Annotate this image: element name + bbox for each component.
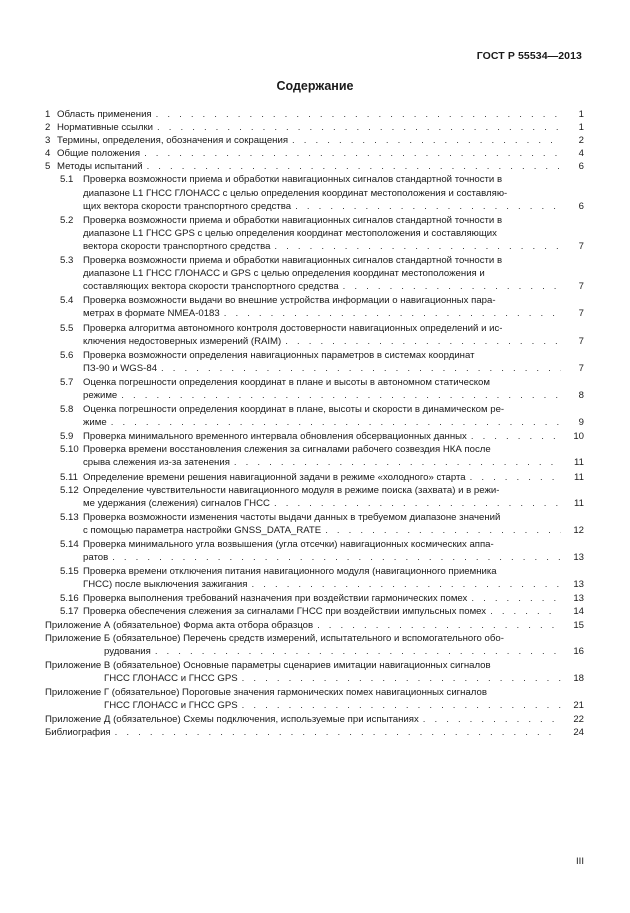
toc-entry-page: 7 [578, 362, 584, 374]
toc-entry[interactable] [45, 403, 584, 429]
toc-entry-page: 13 [573, 593, 584, 605]
toc-entry-page: 7 [578, 335, 584, 347]
dot-leader [121, 389, 561, 402]
toc-entry-text: диапазоне L1 ГНСС GPS с целью определения координат местоположения и составляющих [83, 227, 497, 239]
toc-entry-text: Проверка выполнения требований назначения при воздействии гармонических помех [83, 593, 468, 605]
toc-entry[interactable] [45, 214, 584, 253]
toc-entry[interactable] [45, 294, 584, 320]
dot-leader [224, 307, 561, 320]
toc-entry-page: 18 [573, 672, 584, 684]
dot-leader [144, 147, 561, 160]
toc-entry-number: 5.7 [60, 376, 74, 388]
toc-entry-number: 5 [45, 161, 51, 173]
toc-entry-number: 5.4 [60, 295, 74, 307]
toc-entry-number: 1 [45, 109, 51, 120]
toc-entry-text: Нормативные ссылки [57, 122, 154, 134]
toc-entry-number: 5.15 [60, 566, 79, 578]
toc-entry-number: 5.9 [60, 431, 74, 443]
toc-entry-page: 13 [573, 579, 584, 591]
toc-entry-text: Термины, определения, обозначения и сокращения [57, 135, 289, 147]
toc-entry-text: Методы испытаний [57, 161, 143, 173]
toc-entry-number: 5.16 [60, 593, 79, 605]
toc-entry[interactable] [45, 713, 584, 726]
toc-entry-text: Приложение Б (обязательное) Перечень средств измерений, испытательного и вспомогательного обо- [45, 632, 504, 644]
dot-leader [156, 108, 561, 121]
toc-entry-text: метрах в формате NMEA-0183 [83, 308, 220, 320]
standard-number: ГОСТ Р 55534—2013 [476, 50, 582, 62]
toc-entry[interactable] [45, 659, 584, 685]
toc-entry-page: 7 [578, 240, 584, 252]
dot-leader [470, 471, 561, 484]
toc-entry-text: Определение времени решения навигационной задачи в режиме «холодного» старта [83, 471, 466, 483]
toc-entry-page: 8 [578, 389, 584, 401]
toc-entry-number: 5.10 [60, 444, 79, 456]
dot-leader [242, 699, 561, 712]
toc-entry[interactable] [45, 134, 584, 147]
toc-entry-page: 16 [573, 645, 584, 657]
toc-entry-page: 14 [573, 606, 584, 618]
toc-entry-text: ПЗ-90 и WGS-84 [83, 362, 158, 374]
toc-entry[interactable] [45, 147, 584, 160]
toc-entry-text: режиме [83, 389, 118, 401]
toc-entry-page: 22 [573, 714, 584, 726]
toc-entry-number: 5.11 [60, 471, 78, 483]
toc-entry[interactable] [45, 484, 584, 510]
toc-entry-text: Приложение А (обязательное) Форма акта отбора образцов [45, 619, 314, 631]
toc-entry[interactable] [45, 121, 584, 134]
dot-leader [234, 456, 561, 469]
toc-entry[interactable] [45, 160, 584, 173]
toc-entry[interactable] [45, 619, 584, 632]
toc-entry-page: 12 [573, 524, 584, 536]
dot-leader [343, 280, 561, 293]
toc-entry-page: 11 [574, 497, 584, 509]
dot-leader [155, 645, 561, 658]
dot-leader [471, 592, 561, 605]
toc-entry-text: Библиография [45, 727, 111, 739]
toc-entry-text: ГНСС ГЛОНАСС и ГНСС GPS [104, 700, 238, 712]
toc-entry-number: 5.6 [60, 349, 74, 361]
toc-entry-text: диапазоне L1 ГНСС ГЛОНАСС с целью определения координат местоположения и составляю- [83, 187, 508, 199]
dot-leader [147, 160, 561, 173]
toc-entry[interactable] [45, 605, 584, 618]
toc-entry-text: Проверка времени восстановления слежения за сигналами рабочего созвездия НКА после [83, 444, 491, 456]
toc-entry-text: Общие положения [57, 148, 141, 160]
dot-leader [115, 726, 561, 739]
toc-entry-text: Проверка минимального временного интервала обновления обсервационных данных [83, 431, 467, 443]
toc-entry[interactable] [45, 173, 584, 212]
toc-entry-page: 7 [578, 308, 584, 320]
toc-entry-page: 1 [578, 109, 584, 120]
toc-entry-page: 15 [573, 619, 584, 631]
toc-entry-number: 5.17 [60, 606, 79, 618]
toc-entry-text: Область применения [57, 109, 152, 120]
toc-entry-text: ратов [83, 552, 109, 564]
toc-entry-text: Проверка возможности определения навигационных параметров в системах координат [83, 349, 475, 361]
toc-entry[interactable] [45, 565, 584, 591]
toc-entry-text: жиме [83, 417, 107, 429]
toc-entry-number: 2 [45, 122, 51, 134]
dot-leader [111, 416, 561, 429]
toc-entry-page: 1 [578, 122, 584, 134]
toc-entry-text: диапазоне L1 ГНСС ГЛОНАСС и GPS с целью определения координат местоположения и [83, 268, 485, 280]
toc-entry-page: 6 [578, 200, 584, 212]
dot-leader [161, 362, 561, 375]
dot-leader [423, 713, 561, 726]
toc-entry-number: 5.8 [60, 404, 74, 416]
toc-entry-text: с помощью параметра настройки GNSS_DATA_RATE [83, 524, 322, 536]
toc-entry-text: Приложение Д (обязательное) Схемы подключения, используемые при испытаниях [45, 714, 419, 726]
toc-entry[interactable] [45, 632, 584, 658]
toc-entry[interactable] [45, 726, 584, 739]
toc-entry-text: срыва слежения из-за затенения [83, 457, 230, 469]
toc-entry-text: Проверка возможности приема и обработки навигационных сигналов стандартной точности в [83, 214, 503, 226]
toc-entry-page: 6 [578, 161, 584, 173]
toc-entry[interactable] [45, 592, 584, 605]
dot-leader [292, 134, 561, 147]
toc-entry-text: Проверка алгоритма автономного контроля достоверности навигационных определений и ис- [83, 322, 503, 334]
toc-entry-page: 21 [573, 700, 584, 712]
toc-entry-text: ме удержания (слежения) сигналов ГНСС [83, 497, 270, 509]
dot-leader [252, 578, 562, 591]
toc-entry[interactable] [45, 430, 584, 443]
dot-leader [490, 605, 561, 618]
toc-entry[interactable] [45, 108, 584, 121]
dot-leader [295, 200, 561, 213]
toc-entry-text: рудования [104, 645, 151, 657]
page-number-roman: III [576, 856, 584, 867]
toc-entry-number: 5.2 [60, 214, 74, 226]
toc-entry-number: 5.1 [60, 174, 74, 186]
toc-entry-number: 5.3 [60, 255, 74, 267]
toc-entry-text: щих вектора скорости транспортного средства [83, 200, 292, 212]
dot-leader [317, 619, 561, 632]
toc-entry-text: составляющих вектора скорости транспортного средства [83, 281, 339, 293]
dot-leader [242, 672, 561, 685]
toc-entry-text: Проверка обеспечения слежения за сигналами ГНСС при воздействии импульсных помех [83, 606, 487, 618]
toc-entry[interactable] [45, 322, 584, 348]
toc-entry-page: 10 [573, 431, 584, 443]
toc-entry-page: 24 [573, 727, 584, 739]
toc-entry[interactable] [45, 443, 584, 469]
toc-entry-text: Оценка погрешности определения координат в плане и высоты в автономном статическом [83, 376, 490, 388]
dot-leader [157, 121, 561, 134]
toc-entry-page: 4 [578, 148, 584, 160]
toc-title: Содержание [276, 79, 354, 93]
toc-entry-page: 7 [578, 281, 584, 293]
toc-entry-text: ГНСС) после выключения зажигания [83, 579, 248, 591]
toc-entry[interactable] [45, 511, 584, 537]
dot-leader [274, 497, 561, 510]
toc-entry-number: 5.13 [60, 511, 79, 523]
toc-entry-number: 5.5 [60, 322, 74, 334]
dot-leader [325, 524, 561, 537]
toc-entry-text: Приложение В (обязательное) Основные параметры сценариев имитации навигационных сигналов [45, 659, 491, 671]
toc-entry-page: 11 [574, 457, 584, 469]
toc-entry-text: Проверка возможности приема и обработки навигационных сигналов стандартной точности в [83, 174, 503, 186]
toc-entry-text: Определение чувствительности навигационного модуля в режиме поиска (захвата) и в режи- [83, 484, 500, 496]
dot-leader [471, 430, 561, 443]
toc-entry-page: 13 [573, 552, 584, 564]
toc-entry-page: 2 [578, 135, 584, 147]
toc-entry[interactable] [45, 349, 584, 375]
toc-entry-text: ГНСС ГЛОНАСС и ГНСС GPS [104, 672, 238, 684]
dot-leader [112, 551, 561, 564]
toc-entry-text: ключения недостоверных измерений (RAIM) [83, 335, 282, 347]
toc-entry-number: 5.14 [60, 539, 79, 550]
toc-entry[interactable] [45, 538, 584, 564]
table-of-contents [45, 108, 584, 739]
toc-entry-text: Проверка минимального угла возвышения (угла отсечки) навигационных космических аппа- [83, 539, 494, 550]
dot-leader [285, 335, 561, 348]
toc-entry-text: Проверка возможности приема и обработки навигационных сигналов стандартной точности в [83, 255, 503, 267]
toc-entry[interactable] [45, 254, 584, 293]
toc-entry-number: 5.12 [60, 484, 79, 496]
toc-entry-text: вектора скорости транспортного средства [83, 240, 271, 252]
toc-entry[interactable] [45, 686, 584, 712]
toc-entry-number: 3 [45, 135, 51, 147]
toc-entry[interactable] [45, 376, 584, 402]
toc-entry[interactable] [45, 471, 584, 484]
toc-entry-number: 4 [45, 148, 51, 160]
toc-entry-text: Проверка возможности выдачи во внешние устройства информации о навигационных пара- [83, 295, 496, 307]
toc-entry-text: Приложение Г (обязательное) Пороговые значения гармонических помех навигационных сигналов [45, 687, 487, 699]
toc-entry-text: Оценка погрешности определения координат в плане, высоты и скорости в динамическом ре- [83, 404, 505, 416]
toc-entry-text: Проверка времени отключения питания навигационного модуля (навигационного приемника [83, 566, 497, 578]
toc-entry-text: Проверка возможности изменения частоты выдачи данных в требуемом диапазоне значений [83, 511, 501, 523]
toc-entry-page: 9 [578, 417, 584, 429]
toc-entry-page: 11 [574, 471, 584, 483]
dot-leader [274, 240, 561, 253]
